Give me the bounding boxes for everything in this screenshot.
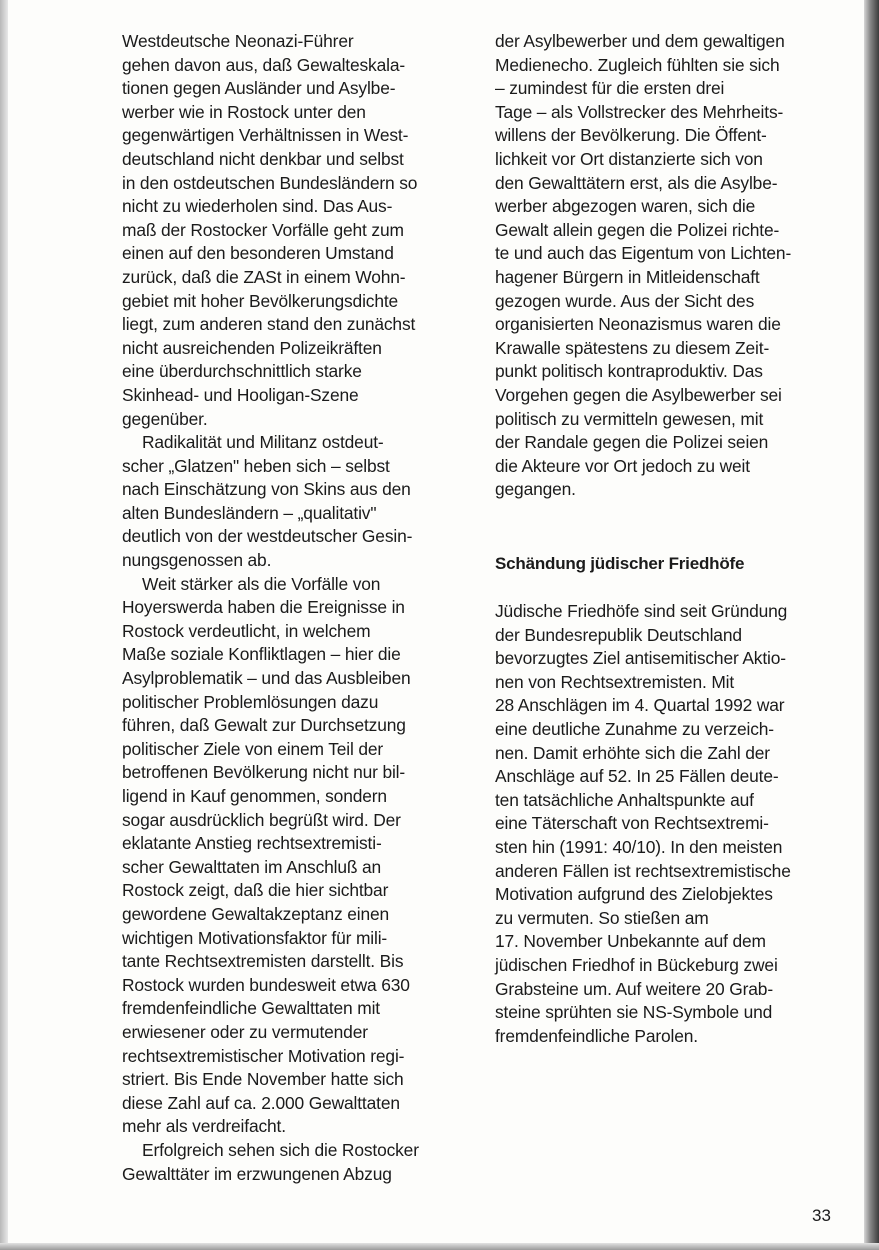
scan-edge-left: [0, 0, 8, 1250]
left-column: [122, 30, 467, 1186]
right-column: [495, 30, 843, 502]
section-heading: Schändung jüdischer Friedhöfe: [495, 554, 745, 573]
paragraph: Erfolgreich sehen sich die Rostocker Gewalttäter im erzwungenen Abzug: [122, 1139, 419, 1184]
paragraph: Radikalität und Militanz ostdeut- scher „Glatzen" heben sich – selbst nach Einschätzung von Skins aus den alten Bundesländern – „qualitativ" deutlich von der westdeutscher Gesin- nungsgenossen ab.: [122, 432, 413, 571]
section-body: [495, 600, 843, 1048]
paragraph: Weit stärker als die Vorfälle von Hoyerswerda haben die Ereignisse in Rostock verdeutlicht, in welchem Maße soziale Konfliktlagen – hier die Asylproblematik – und das Ausbleiben politischer Problemlösungen dazu führen, daß Gewalt zur Durchsetzung politischer Ziele von einem Teil der betroffenen Bevölkerung nicht nur bil- ligend in Kauf genommen, sondern sogar ausdrücklich begrüßt wird. Der eklatante Anstieg rechtsextremisti- scher Gewalttaten im Anschluß an Rostock zeigt, daß die hier sichtbar gewordene Gewaltakzeptanz einen wichtigen Motivationsfaktor für mili- tante Rechtsextremisten darstellt. Bis Rostock wurden bundesweit etwa 630 fremdenfeindliche Gewalttaten mit erwiesener oder zu vermutender rechtsextremistischer Motivation regi- striert. Bis Ende November hatte sich diese Zahl auf ca. 2.000 Gewalttaten mehr als verdreifacht.: [122, 573, 411, 1137]
paragraph: der Asylbewerber und dem gewaltigen Medienecho. Zugleich fühlten sie sich – zumindest für die ersten drei Tage – als Vollstrecker des Mehrheits- willens der Bevölkerung. Die Öffent- lichkeit vor Ort distanzierte sich von den Gewalttätern erst, als die Asylbe- werber abgezogen waren, sich die Gewalt allein gegen die Polizei richte- te und auch das Eigentum von Lichten- hagener Bürgern in Mitleidenschaft gezogen wurde. Aus der Sicht des organisierten Neonazismus waren die Krawalle spätestens zu diesem Zeit- punkt politisch kontraproduktiv. Das Vorgehen gegen die Asylbewerber sei politisch zu vermitteln gewesen, mit der Randale gegen die Polizei seien die Akteure vor Ort jedoch zu weit gegangen.: [495, 31, 792, 500]
scan-edge-bottom: [0, 1243, 879, 1250]
paragraph: Westdeutsche Neonazi-Führer gehen davon aus, daß Gewalteskala- tionen gegen Ausländer und Asylbe- werber wie in Rostock unter den gegenwärtigen Verhältnissen in West- deutschland nicht denkbar und selbst in den ostdeutschen Bundesländern so nicht zu wiederholen sind. Das Aus- maß der Rostocker Vorfälle geht zum einen auf den besonderen Umstand zurück, daß die ZASt in einem Wohn- gebiet mit hoher Bevölkerungsdichte liegt, zum anderen stand den zunächst nicht ausreichenden Polizeikräften eine überdurchschnittlich starke Skinhead- und Hooligan-Szene gegenüber.: [122, 31, 418, 429]
scan-edge-right: [864, 0, 879, 1250]
paragraph: Jüdische Friedhöfe sind seit Gründung der Bundesrepublik Deutschland bevorzugtes Ziel antisemitischer Aktio- nen von Rechtsextremisten. Mit 28 Anschlägen im 4. Quartal 1992 war eine deutliche Zunahme zu verzeich- nen. Damit erhöhte sich die Zahl der Anschläge auf 52. In 25 Fällen deute- ten tatsächliche Anhaltspunkte auf eine Täterschaft von Rechtsextremi- sten hin (1991: 40/10). In den meisten anderen Fällen ist rechtsextremistische Motivation aufgrund des Zielobjektes zu vermuten. So stießen am 17. November Unbekannte auf dem jüdischen Friedhof in Bückeburg zwei Grabsteine um. Auf weitere 20 Grab- steine sprühten sie NS-Symbole und fremdenfeindliche Parolen.: [495, 601, 791, 1046]
page-number: 33: [812, 1206, 831, 1225]
